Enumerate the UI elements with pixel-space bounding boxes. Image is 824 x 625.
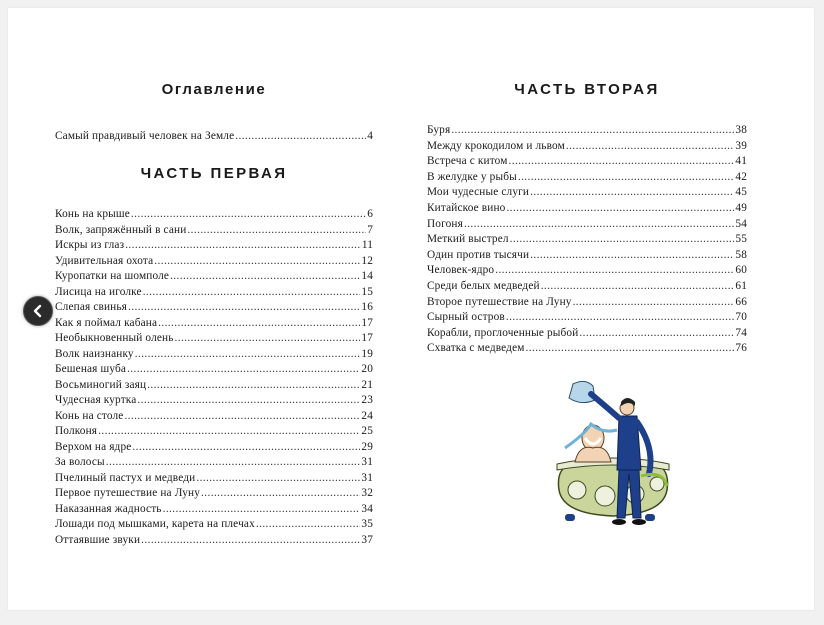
entry-title: Схватка с медведем (427, 342, 525, 355)
entry-page: 6 (367, 208, 373, 220)
entry-title: Первое путешествие на Луну (55, 487, 201, 499)
dot-leader (506, 201, 734, 216)
entry-page: 12 (361, 254, 373, 267)
toc-entry (427, 310, 747, 325)
dot-leader (132, 440, 360, 455)
toc-entry (55, 223, 373, 238)
toc-entry (427, 232, 747, 247)
entry-page: 39 (735, 139, 747, 152)
toc-entry (427, 263, 747, 278)
entry-title: Самый правдивый человек на Земле (55, 130, 235, 142)
dot-leader (518, 170, 735, 185)
entry-page: 54 (735, 217, 747, 230)
entry-page: 11 (361, 239, 373, 251)
dot-leader (131, 207, 366, 222)
entry-page: 23 (361, 394, 373, 406)
dot-leader (495, 263, 734, 278)
entry-page: 19 (361, 347, 373, 360)
toc-intro-entry (55, 129, 373, 144)
toc-entry (55, 455, 373, 470)
part-two-title: ЧАСТЬ ВТОРАЯ (514, 81, 660, 98)
dot-leader (158, 316, 360, 331)
dot-leader (106, 455, 361, 470)
entry-title: Полконя (55, 425, 98, 437)
entry-title: Лошади под мышками, карета на плечах (55, 518, 255, 530)
dot-leader (579, 326, 734, 341)
dot-leader (451, 123, 734, 138)
entry-page: 76 (735, 342, 747, 355)
toc-entry (55, 409, 373, 424)
entry-page: 25 (361, 425, 373, 437)
entry-page: 58 (735, 248, 747, 261)
toc-entry (427, 154, 747, 169)
dot-leader (196, 471, 360, 486)
dot-leader (154, 254, 360, 269)
entry-page: 61 (735, 280, 747, 292)
previous-page-button[interactable] (23, 296, 53, 326)
entry-title: Волк, запряжённый в сани (55, 223, 187, 236)
dot-leader (128, 300, 360, 315)
entry-title: Необыкновенный олень (55, 332, 174, 344)
toc-entry (427, 248, 747, 263)
toc-entry (427, 185, 747, 200)
toc-entry (55, 533, 373, 548)
entry-title: Восьминогий заяц (55, 378, 147, 391)
entry-title: Слепая свинья (55, 301, 128, 313)
toc-entry (427, 201, 747, 216)
toc-entry (55, 347, 373, 362)
entry-page: 41 (735, 155, 747, 168)
dot-leader (163, 502, 361, 517)
dot-leader (201, 486, 360, 501)
entry-page: 45 (735, 186, 747, 199)
entry-title: Буря (427, 124, 451, 136)
bathtub-illustration (545, 378, 685, 536)
left-page (55, 8, 373, 610)
dot-leader (127, 362, 360, 377)
dot-leader (509, 154, 735, 169)
toc-entry (427, 341, 747, 356)
entry-title: Встреча с китом (427, 155, 508, 168)
entry-page: 20 (361, 363, 373, 375)
entry-page: 37 (361, 533, 373, 546)
entry-page: 42 (735, 170, 747, 183)
entry-page: 38 (735, 124, 747, 136)
entry-page: 24 (361, 409, 373, 422)
entry-title: Как я поймал кабана (55, 316, 158, 329)
toc-entry (55, 424, 373, 439)
entry-title: Чудесная куртка (55, 394, 137, 406)
entry-title: Бешеная шуба (55, 363, 127, 375)
entry-title: Китайское вино (427, 202, 506, 214)
dot-leader (187, 223, 366, 238)
entry-page: 31 (361, 471, 373, 484)
dot-leader (573, 295, 735, 310)
dot-leader (506, 310, 735, 325)
entry-title: Меткий выстрел (427, 233, 509, 246)
entry-page: 17 (361, 332, 373, 344)
entry-title: Конь на столе (55, 409, 124, 422)
entry-title: Среди белых медведей (427, 280, 540, 292)
toc-entry (55, 269, 373, 284)
toc-entry (55, 471, 373, 486)
dot-leader (175, 331, 361, 346)
toc-entry (55, 238, 373, 253)
toc-entry (55, 254, 373, 269)
book-spread (8, 8, 814, 610)
entry-page: 15 (361, 285, 373, 298)
entry-title: За волосы (55, 456, 105, 468)
entry-page: 16 (361, 301, 373, 313)
entry-page: 55 (735, 233, 747, 246)
dot-leader (541, 279, 735, 294)
entry-page: 31 (361, 456, 373, 468)
toc-entry (55, 300, 373, 315)
dot-leader (137, 393, 360, 408)
entry-page: 32 (361, 487, 373, 499)
entry-title: Куропатки на шомполе (55, 270, 170, 282)
dot-leader (170, 269, 360, 284)
entry-page: 4 (367, 130, 373, 142)
toc-entry (427, 139, 747, 154)
toc-entry (55, 486, 373, 501)
entry-page: 66 (735, 295, 747, 308)
entry-title: Удивительная охота (55, 254, 154, 267)
entry-title: Искры из глаз (55, 239, 125, 251)
entry-page: 21 (361, 378, 373, 391)
dot-leader (147, 378, 360, 393)
dot-leader (98, 424, 360, 439)
part-one-title: ЧАСТЬ ПЕРВАЯ (140, 165, 288, 182)
entry-page: 14 (361, 270, 373, 282)
dot-leader (464, 217, 734, 232)
entry-page: 74 (735, 326, 747, 339)
toc-entry (55, 378, 373, 393)
toc-entry (55, 440, 373, 455)
toc-entry (427, 170, 747, 185)
dot-leader (125, 238, 361, 253)
entry-title: Пчелиный пастух и медведи (55, 471, 196, 484)
entry-title: Волк наизнанку (55, 347, 134, 360)
toc-entry (55, 316, 373, 331)
entry-title: Конь на крыше (55, 208, 130, 220)
toc-entry (427, 217, 747, 232)
toc-entry (55, 393, 373, 408)
entry-title: Сырный остров (427, 311, 505, 324)
entry-page: 70 (735, 311, 747, 324)
dot-leader (124, 409, 360, 424)
entry-title: Между крокодилом и львом (427, 139, 565, 152)
toc-entry (55, 285, 373, 300)
toc-entry (55, 331, 373, 346)
entry-title: Лисица на иголке (55, 285, 142, 298)
dot-leader (135, 347, 361, 362)
entry-title: Один против тысячи (427, 248, 530, 261)
entry-page: 35 (361, 518, 373, 530)
dot-leader (143, 285, 361, 300)
dot-leader (566, 139, 734, 154)
dot-leader (141, 533, 360, 548)
entry-title: Корабли, проглоченные рыбой (427, 326, 579, 339)
entry-title: Наказанная жадность (55, 502, 162, 515)
entry-page: 17 (361, 316, 373, 329)
toc-entry (55, 517, 373, 532)
toc-entry (55, 207, 373, 222)
toc-entry (427, 326, 747, 341)
entry-title: Человек-ядро (427, 264, 495, 277)
entry-title: Погоня (427, 217, 463, 230)
dot-leader (256, 517, 361, 532)
entry-title: Второе путешествие на Луну (427, 295, 572, 308)
toc-entry (427, 295, 747, 310)
dot-leader (235, 129, 366, 144)
entry-page: 34 (361, 502, 373, 515)
dot-leader (530, 185, 734, 200)
entry-title: В желудке у рыбы (427, 170, 517, 183)
toc-entry (427, 279, 747, 294)
chevron-left-icon (31, 304, 45, 318)
entry-title: Мои чудесные слуги (427, 186, 530, 199)
toc-entry (55, 502, 373, 517)
dot-leader (510, 232, 735, 247)
entry-title: Верхом на ядре (55, 440, 132, 453)
dot-leader (526, 341, 735, 356)
toc-entry (55, 362, 373, 377)
toc-title: Оглавление (161, 81, 267, 98)
entry-page: 7 (367, 223, 373, 236)
entry-title: Оттаявшие звуки (55, 533, 141, 546)
entry-page: 49 (735, 202, 747, 214)
toc-entry (427, 123, 747, 138)
entry-page: 60 (735, 264, 747, 277)
dot-leader (530, 248, 734, 263)
entry-page: 29 (361, 440, 373, 453)
